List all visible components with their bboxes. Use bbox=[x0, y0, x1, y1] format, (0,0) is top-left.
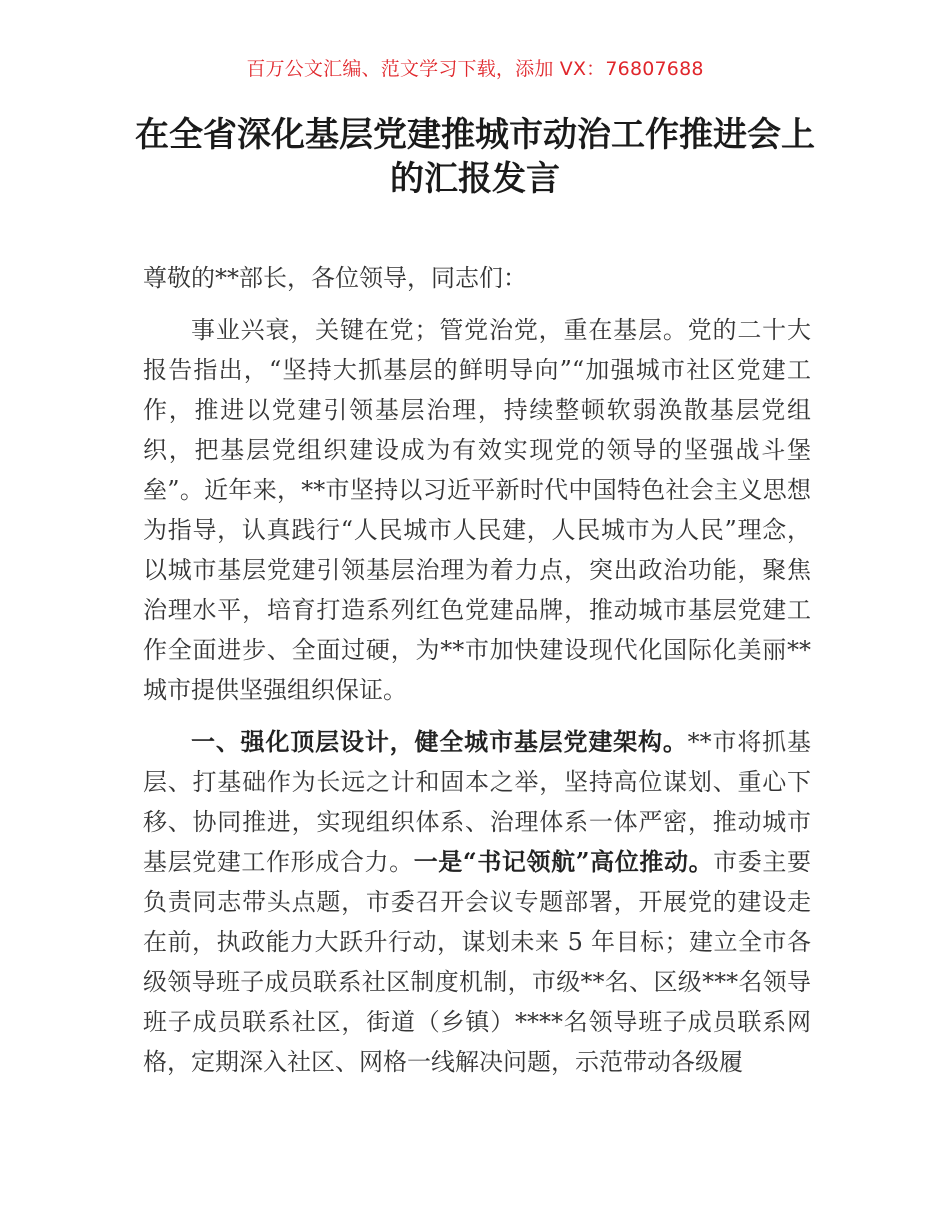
document-body bbox=[143, 258, 811, 1094]
section-1-subheading: 一是“书记领航”高位推动。 bbox=[413, 847, 714, 876]
intro-paragraph: 事业兴衰，关键在党；管党治党，重在基层。党的二十大报告指出，“坚持大抓基层的鲜明导向”“加强城市社区党建工作，推进以党建引领基层治理，持续整顿软弱涣散基层党组织，把基层党组织建设成为有效实现党的领导的坚强战斗堡垒”。近年来，**市坚持以习近平新时代中国特色社会主义思想为指导，认真践行“人民城市人民建，人民城市为人民”理念，以城市基层党建引领基层治理为着力点，突出政治功能，聚焦治理水平，培育打造系列红色党建品牌，推动城市基层党建工作全面进步、全面过硬，为**市加快建设现代化国际化美丽**城市提供坚强组织保证。 bbox=[143, 316, 811, 704]
document-title: 在全省深化基层党建推城市动治工作推进会上的汇报发言 bbox=[135, 115, 815, 199]
section-1-subtext: 市委主要负责同志带头点题，市委召开会议专题部署，开展党的建设走在前，执政能力大跃升行动，谋划未来 5 年目标；建立全市各级领导班子成员联系社区制度机制，市级**名、区级***名领导班子成员联系社区，街道（乡镇）****名领导班子成员联系网格，定期深入社区、网格一线解决问题，示范带动各级履 bbox=[143, 848, 812, 1076]
section-1-heading: 一、强化顶层设计，健全城市基层党建架构。 bbox=[191, 727, 688, 756]
section-1-text: **市将抓基层、打基础作为长远之计和固本之举，坚持高位谋划、重心下移、协同推进，实现组织体系、治理体系一体严密，推动城市基层党建工作形成合力。 bbox=[143, 728, 812, 876]
header-banner: 百万公文汇编、范文学习下载，添加 VX：76807688 bbox=[246, 58, 704, 80]
section-1-paragraph bbox=[143, 722, 811, 1082]
salutation: 尊敬的**部长，各位领导，同志们： bbox=[143, 264, 527, 292]
